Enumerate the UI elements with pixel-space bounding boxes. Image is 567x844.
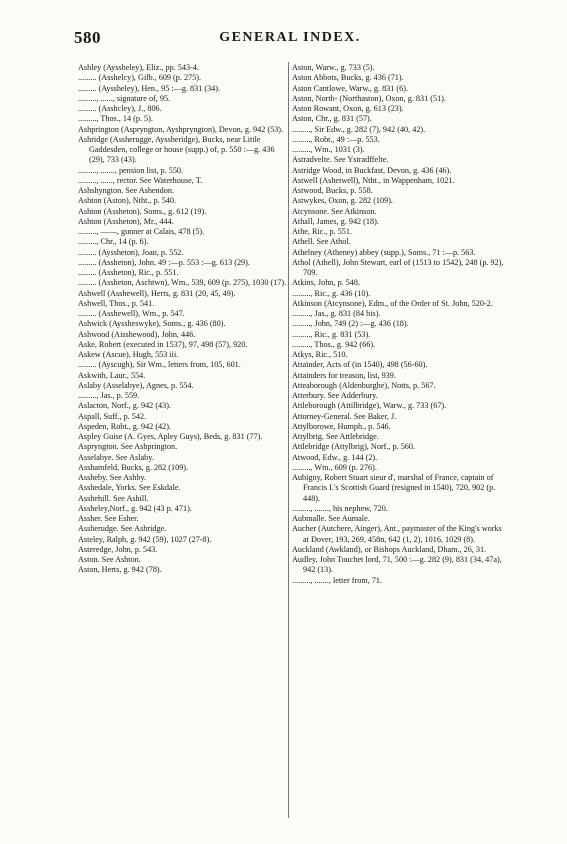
page-header xyxy=(74,28,506,50)
index-entry: Attorney-General. See Baker, J. xyxy=(292,411,397,421)
index-entry: Ashton (Aston), Ntht., p. 540. xyxy=(78,196,177,206)
index-entry: Astwell (Ashetwell), Ntht., in Wappenham, 1021. xyxy=(292,175,455,185)
index-entry: Astradvelte. See Ystradffelte. xyxy=(292,155,389,165)
index-entry: Astwykes, Oxon, g. 282 (109). xyxy=(292,196,393,206)
index-entry: Assherudge. See Ashridge. xyxy=(78,524,167,534)
index-entry: ........., ......, rector. See Waterhouse, T. xyxy=(78,175,203,185)
index-entry: Attainder, Acts of (in 1540), 498 (56-60). xyxy=(292,360,428,370)
index-entry: Attlebridge (Attylbrig), Norf., p. 560. xyxy=(292,442,416,452)
index-entry: ........., Ric., g. 831 (53). xyxy=(292,329,371,339)
index-entry: Asteredge, John, p. 543. xyxy=(78,544,158,554)
index-entry: Attylbrig. See Attlebridge. xyxy=(292,432,379,441)
index-entry: Assher. See Esher. xyxy=(78,514,139,523)
index-entry: Atkinson (Atcynsone), Edm., of the Order of St. John, 520-2. xyxy=(292,298,493,308)
index-entry: ........., ......., letter from, 71. xyxy=(292,575,383,585)
index-entry: Aspley Guise (A. Gyes, Apley Guys), Beds, g. 831 (77). xyxy=(78,432,263,441)
index-entry: ......... (Assheton), Ric., p. 551. xyxy=(78,268,179,277)
index-entry: ......... (Assheton), John, 49 :—p. 553 :—g. 613 (29). xyxy=(78,257,250,267)
index-entry: ........., Thos., 14 (p. 5). xyxy=(78,114,153,124)
index-entry: Audley, John Touchet lord, 71, 500 :—g. 282 (9), 831 (34, 47a), 942 (13). xyxy=(292,555,502,575)
index-entry: ........., ——, gunner at Calais, 478 (5). xyxy=(78,227,205,236)
index-entry: Ashwick (Ayssheswyke), Soms., g. 436 (80). xyxy=(78,319,226,329)
index-entry: Aske, Robert (executed in 1537), 97, 498 (57), 920. xyxy=(78,339,248,349)
index-entry: ........., John, 749 (2) :—g. 436 (18). xyxy=(292,319,409,329)
index-entry: Auckland (Awkland), or Bishops Auckland, Dham., 26, 31. xyxy=(292,544,487,554)
index-entry: Aucher (Autchere, Ainger), Ant., paymaster of the King's works at Dover, 193, 269, 458n, 642 (1, 2), 1016, 1029 (8). xyxy=(292,524,502,544)
index-entry: ......... (Ayssheton), Joan, p. 552. xyxy=(78,247,184,257)
index-entry: ........., Wm., 1031 (3). xyxy=(292,145,365,154)
index-entry: Athe, Ric., p. 551. xyxy=(292,227,353,236)
index-entry: Aspeden, Robt., g. 942 (42). xyxy=(78,421,172,431)
left-column xyxy=(78,63,290,576)
index-entry: Asshamfeld, Bucks, g. 282 (109). xyxy=(78,462,189,472)
index-entry: Aston, Chr., g. 831 (57). xyxy=(292,114,372,124)
index-entry: Assheley,Norf., g. 942 (43 p. 471). xyxy=(78,503,192,513)
index-entry: Aspall, Suff., p. 542. xyxy=(78,411,147,421)
index-entry: Atterbury. See Adderbury. xyxy=(292,391,378,400)
index-entry: ......... (Asshewell), Wm., p. 547. xyxy=(78,309,185,318)
index-entry: Aston Rowant, Oxon, g. 613 (23). xyxy=(292,104,404,113)
index-entry: ........., Thos., g. 942 (66). xyxy=(292,339,376,349)
index-entry: ......... (Ayscugh), Sir Wm., letters from, 105, 601. xyxy=(78,360,241,370)
index-entry: Astridge Wood, in Buckfast, Devon, g. 436 (46). xyxy=(292,165,452,175)
index-entry: Asteley, Ralph, g. 942 (59), 1027 (27-8). xyxy=(78,534,212,544)
index-entry: Askwith, Laur., 554. xyxy=(78,370,146,380)
index-entry: ........., ......., pension list, p. 550. xyxy=(78,165,184,175)
index-entry: ........., Chr., 14 (p. 6). xyxy=(78,237,149,247)
index-entry: Ashley (Ayssheley), Eliz., pp. 543-4. xyxy=(78,63,199,72)
index-entry: Attleborough (Attilbridge), Warw., g. 733 (67). xyxy=(292,401,447,411)
index-entry: Attylborowe, Humph., p. 546. xyxy=(292,421,391,431)
index-entry: Ashridge (Assherugge, Ayssheridge), Bucks, near Little Gaddesden, college or house (supp.) of, p. 550 :—g. 436 (29), 733 (43). xyxy=(78,134,275,165)
index-entry: Aston Abbots, Bucks, g. 436 (71). xyxy=(292,73,404,83)
index-entry: ........., Sir Edw., g. 282 (7), 942 (40, 42). xyxy=(292,124,426,134)
index-entry: Asselabye. See Aslaby. xyxy=(78,452,154,462)
index-entry: Aston Cantlowe, Warw., g. 831 (6). xyxy=(292,83,408,93)
index-entry: Aubigny, Robert Stuart sieur d', marshal of France, captain of Francis I.'s Scottish Guard (resigned in 1540), 720, 902 (p. 448). xyxy=(292,473,496,503)
index-entry: ........., Jas., p. 559. xyxy=(78,391,140,400)
index-entry: Astwood, Bucks, p. 558. xyxy=(292,186,373,195)
index-entry: Asshedale, Yorks. See Eskdale. xyxy=(78,483,181,493)
index-entry: Ashwell, Thos., p. 541. xyxy=(78,298,155,308)
index-entry: ......... (Ayssheley), Hen., 95 :—g. 831 (34). xyxy=(78,83,221,93)
index-entry: Ashton (Assheton), Mr., 444. xyxy=(78,216,174,226)
index-entry: Athall, James, g. 942 (18). xyxy=(292,216,379,226)
index-entry: Aston, North- (Northaston), Oxon, g. 831 (51). xyxy=(292,93,446,103)
index-entry: ......... (Asshcley), J., 806. xyxy=(78,104,162,113)
index-entry: Askew (Ascue), Hugh, 553 iii. xyxy=(78,350,179,359)
index-entry: Aston, Herts, g. 942 (78). xyxy=(78,565,162,575)
index-entry: Aubmalle. See Aumale. xyxy=(292,514,370,523)
index-entry: Atteaborough (Aldenburghe), Notts, p. 567. xyxy=(292,380,436,390)
index-entry: Aslaby (Asselabye), Agnes, p. 554. xyxy=(78,380,194,390)
index-entry: Athell. See Athol. xyxy=(292,237,351,247)
index-entry: Ashshyngton. See Ashendon. xyxy=(78,186,174,195)
index-entry: Ashton (Assheton), Soms., g. 612 (19). xyxy=(78,206,207,216)
index-entry: ........., ......, signature of, 95. xyxy=(78,93,171,103)
index-entry: Atcynsone. See Atkinson. xyxy=(292,206,377,216)
index-entry: Aston, Warw., g. 733 (5). xyxy=(292,63,375,72)
index-entry: Ashwood (Aisshewood), John, 446. xyxy=(78,329,196,339)
index-entry: Atkys, Ric., 510. xyxy=(292,350,348,359)
right-column xyxy=(292,63,504,586)
index-entry: ........., Wm., 609 (p. 276). xyxy=(292,462,377,472)
index-entry: Attainders for treason, list, 939. xyxy=(292,370,396,380)
index-entry: ........., Ric., g. 436 (10). xyxy=(292,288,371,298)
index-entry: Athelney (Atheney) abbey (supp.), Soms., 71 :—p. 563. xyxy=(292,247,476,257)
index-entry: ........., Jas., g. 831 (84 bis). xyxy=(292,309,381,318)
column-divider xyxy=(288,62,289,818)
index-entry: Athol (Athell), John Stewart, earl of (1513 to 1542), 248 (p. 92), 709. xyxy=(292,257,504,277)
index-entry: ........., ......., his nephew, 720. xyxy=(292,503,388,513)
index-entry: Ashwell (Asshewell), Herts, g. 831 (20, 45, 49). xyxy=(78,288,236,298)
running-title: GENERAL INDEX. xyxy=(219,30,361,45)
index-entry: Ashprington (Aspryngton, Ayshpryngton), Devon, g. 942 (53). xyxy=(78,124,284,134)
index-entry: Asshehill. See Ashill. xyxy=(78,493,149,503)
page-number: 580 xyxy=(74,28,101,47)
index-entry: Aston. See Ashton. xyxy=(78,555,141,564)
index-entry: Aspryngton. See Ashprington. xyxy=(78,442,178,452)
index-entry: ........., Robt., 49 :—p. 553. xyxy=(292,134,380,144)
index-entry: ......... (Assheton, Aschtwn), Wm., 539, 609 (p. 275), 1030 (17). xyxy=(78,278,287,288)
index-entry: Atwood, Edw., g. 144 (2). xyxy=(292,452,378,462)
index-entry: Atkins, John, p. 548. xyxy=(292,278,361,288)
index-entry: ......... (Asshelcy), Gilb., 609 (p. 275). xyxy=(78,73,202,83)
index-entry: Aslacton, Norf., g. 942 (43). xyxy=(78,401,172,411)
index-entry: Assheby. See Ashby. xyxy=(78,473,147,482)
